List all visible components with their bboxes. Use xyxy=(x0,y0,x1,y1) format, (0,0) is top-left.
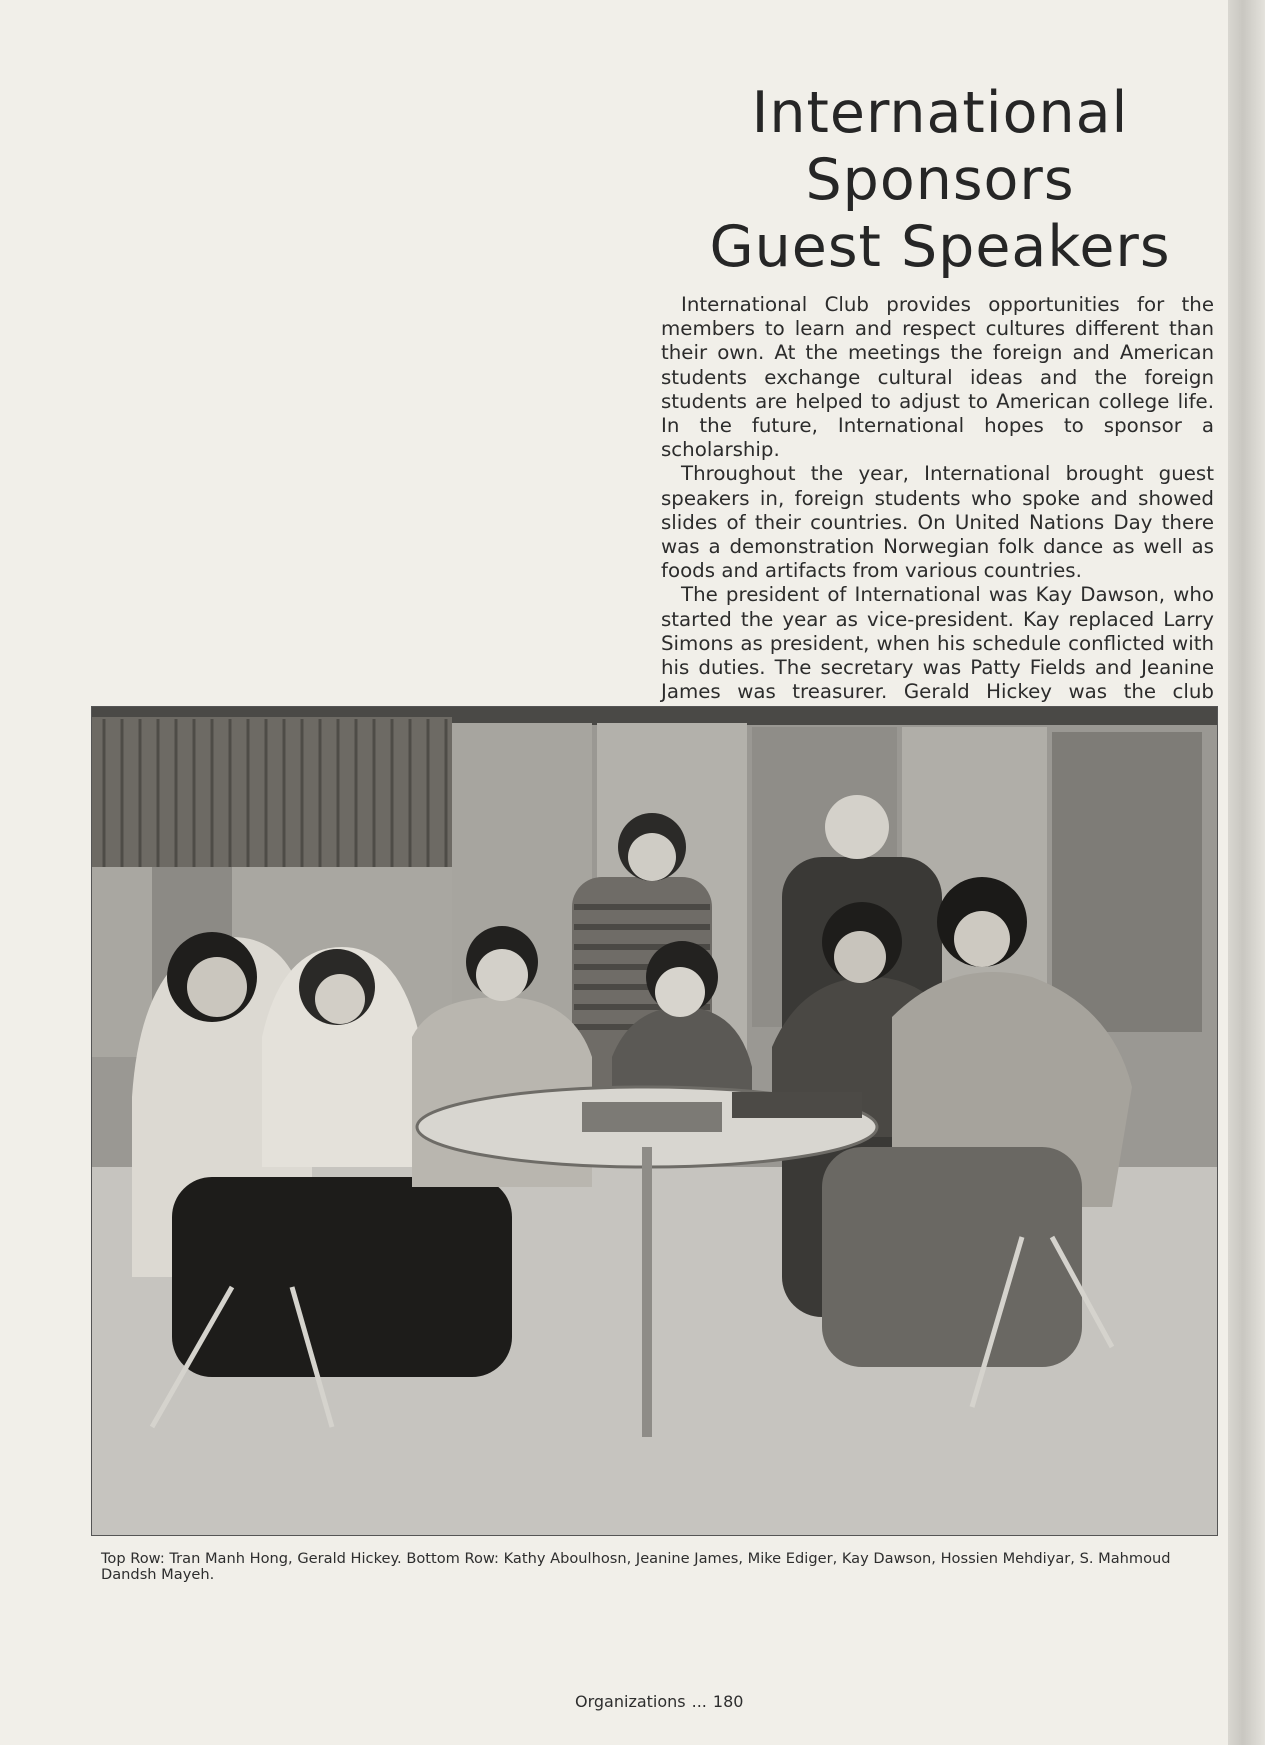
paragraph-2: Throughout the year, International brought guest speakers in, foreign students who spoke and showed slides of their countries. On United Nations Day there was a demonstration Norwegian folk dance as well as foods and artifacts from various countries. xyxy=(661,462,1214,583)
article-body xyxy=(661,293,1214,729)
binding-gutter xyxy=(1228,0,1265,1745)
headline xyxy=(690,80,1190,281)
footer-separator: ... xyxy=(691,1692,707,1711)
group-photo-illustration xyxy=(92,707,1217,1535)
footer-section: Organizations xyxy=(575,1692,686,1711)
headline-line-1: International xyxy=(751,80,1129,146)
headline-line-2: Sponsors xyxy=(805,147,1075,213)
page-footer xyxy=(575,1692,743,1711)
page-number: 180 xyxy=(712,1692,744,1711)
paragraph-1: International Club provides opportunities for the members to learn and respect cultures different than their own. At the meetings the foreign and American students exchange cultural ideas and the foreign students are helped to adjust to American college life. In the future, International hopes to sponsor a scholarship. xyxy=(661,293,1214,462)
photo-caption: Top Row: Tran Manh Hong, Gerald Hickey. Bottom Row: Kathy Aboulhosn, Jeanine James, Mike Ediger, Kay Dawson, Hossien Mehdiyar, S. Mahmoud Dandsh Mayeh. xyxy=(101,1550,1171,1583)
paragraph-3: The president of International was Kay Dawson, who started the year as vice-president. Kay replaced Larry Simons as president, when his schedule conflicted with his duties. The secretary was Patty Fields and Jeanine James was treasurer. Gerald Hickey was the club xyxy=(661,583,1214,704)
group-photo xyxy=(91,706,1218,1536)
headline-line-3: Guest Speakers xyxy=(709,214,1171,280)
